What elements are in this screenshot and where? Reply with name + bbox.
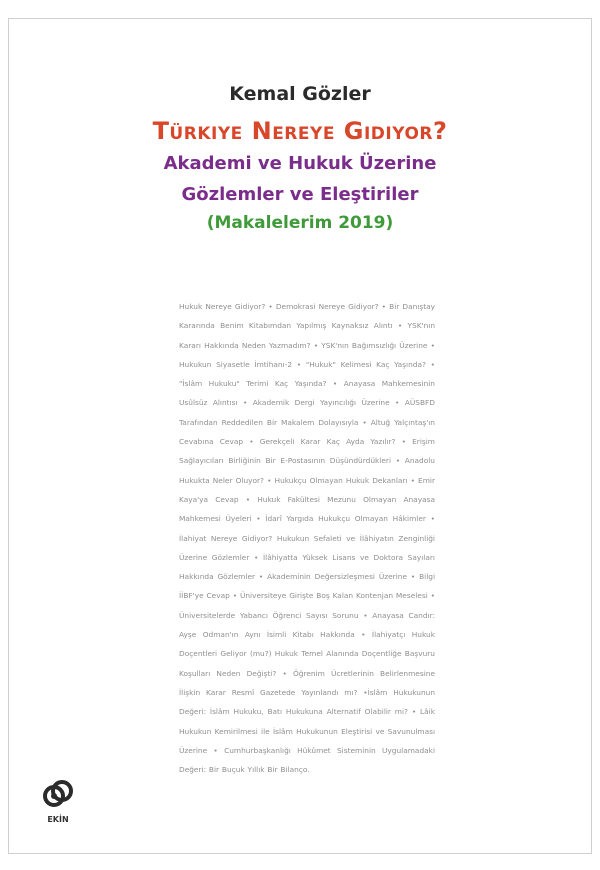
subtitle-line-2: Gözlemler ve Eleştiriler [181,184,419,205]
subtitle-line-1: Akademi ve Hukuk Üzerine [163,153,437,174]
contents-blurb: Hukuk Nereye Gidiyor? • Demokrasi Nereye Gidiyor? • Bir Danıştay Kararında Benim Kitabımdan Yapılmış Kaynaksız Alıntı • YSK'nın Kararı Hakkında Neden Yazmadım? • YSK'nın Bağımsızlığı Üzerine • Hukukun Siyasetle İmtihanı-2 • "Hukuk" Kelimesi Kaç Yaşında? • "İslâm Hukuku" Terimi Kaç Yaşında? • Anayasa Mahkemesinin Usûlsüz Alıntısı • Akademik Dergi Yayıncılığı Üzerine • AÜSBFD Tarafından Reddedilen Bir Makalem Dolayısıyla • Altuğ Yalçıntaş'ın Cevabına Cevap • Gerekçeli Karar Kaç Ayda Yazılır? • Erişim Sağlayıcıları Birliğinin Bir E-Postasının Düşündürdükleri • Anadolu Hukukta Neler Oluyor? • Hukukçu Olmayan Hukuk Dekanları • Emir Kaya'ya Cevap • Hukuk Fakültesi Mezunu Olmayan Anayasa Mahkemesi Üyeleri • İdarî Yargıda Hukukçu Olmayan Hâkimler • İlahiyat Nereye Gidiyor? Hukukun Sefaleti ve İlâhiyatın Zenginliği Üzerine Gözlemler • İlâhiyatta Yüksek Lisans ve Doktora Sayıları Hakkında Gözlemler • Akademinin Değersizleşmesi Üzerine • Bilgi İİBF'ye Cevap • Üniversiteye Girişte Boş Kalan Kontenjan Meselesi • Üniversitelerde Yabancı Öğrenci Sayısı Sorunu • Anayasa Candır: Ayşe Odman'ın Aynı İsimli Kitabı Hakkında • İlahiyatçı Hukuk Doçentleri Geliyor (mu?) Hukuk Temel Alanında Doçentliğe Başvuru Koşulları Neden Değişti? • Öğrenim Ücretlerinin Belirlenmesine İlişkin Karar Resmî Gazetede Yayınlandı mı? •İslâm Hukukunun Değeri: İslâm Hukuku, Batı Hukukuna Alternatif Olabilir mi? • Lâik Hukukun Kemirilmesi ile İslâm Hukukunun Eleştirisi ve Savunulması Üzerine • Cumhurbaşkanlığı Hükûmet Sisteminin Uygulamadaki Değeri: Bir Buçuk Yıllık Bir Bilanço. [179,302,435,775]
ekin-logo-icon [43,779,73,809]
author-name: Kemal Gözler [229,83,371,105]
book-title: Türkiye Nereye Gidiyor? [152,117,448,145]
publisher-logo [41,779,75,824]
book-cover [8,18,592,854]
publisher-name: EKİN [47,815,69,824]
series-label: (Makalelerim 2019) [206,213,394,233]
